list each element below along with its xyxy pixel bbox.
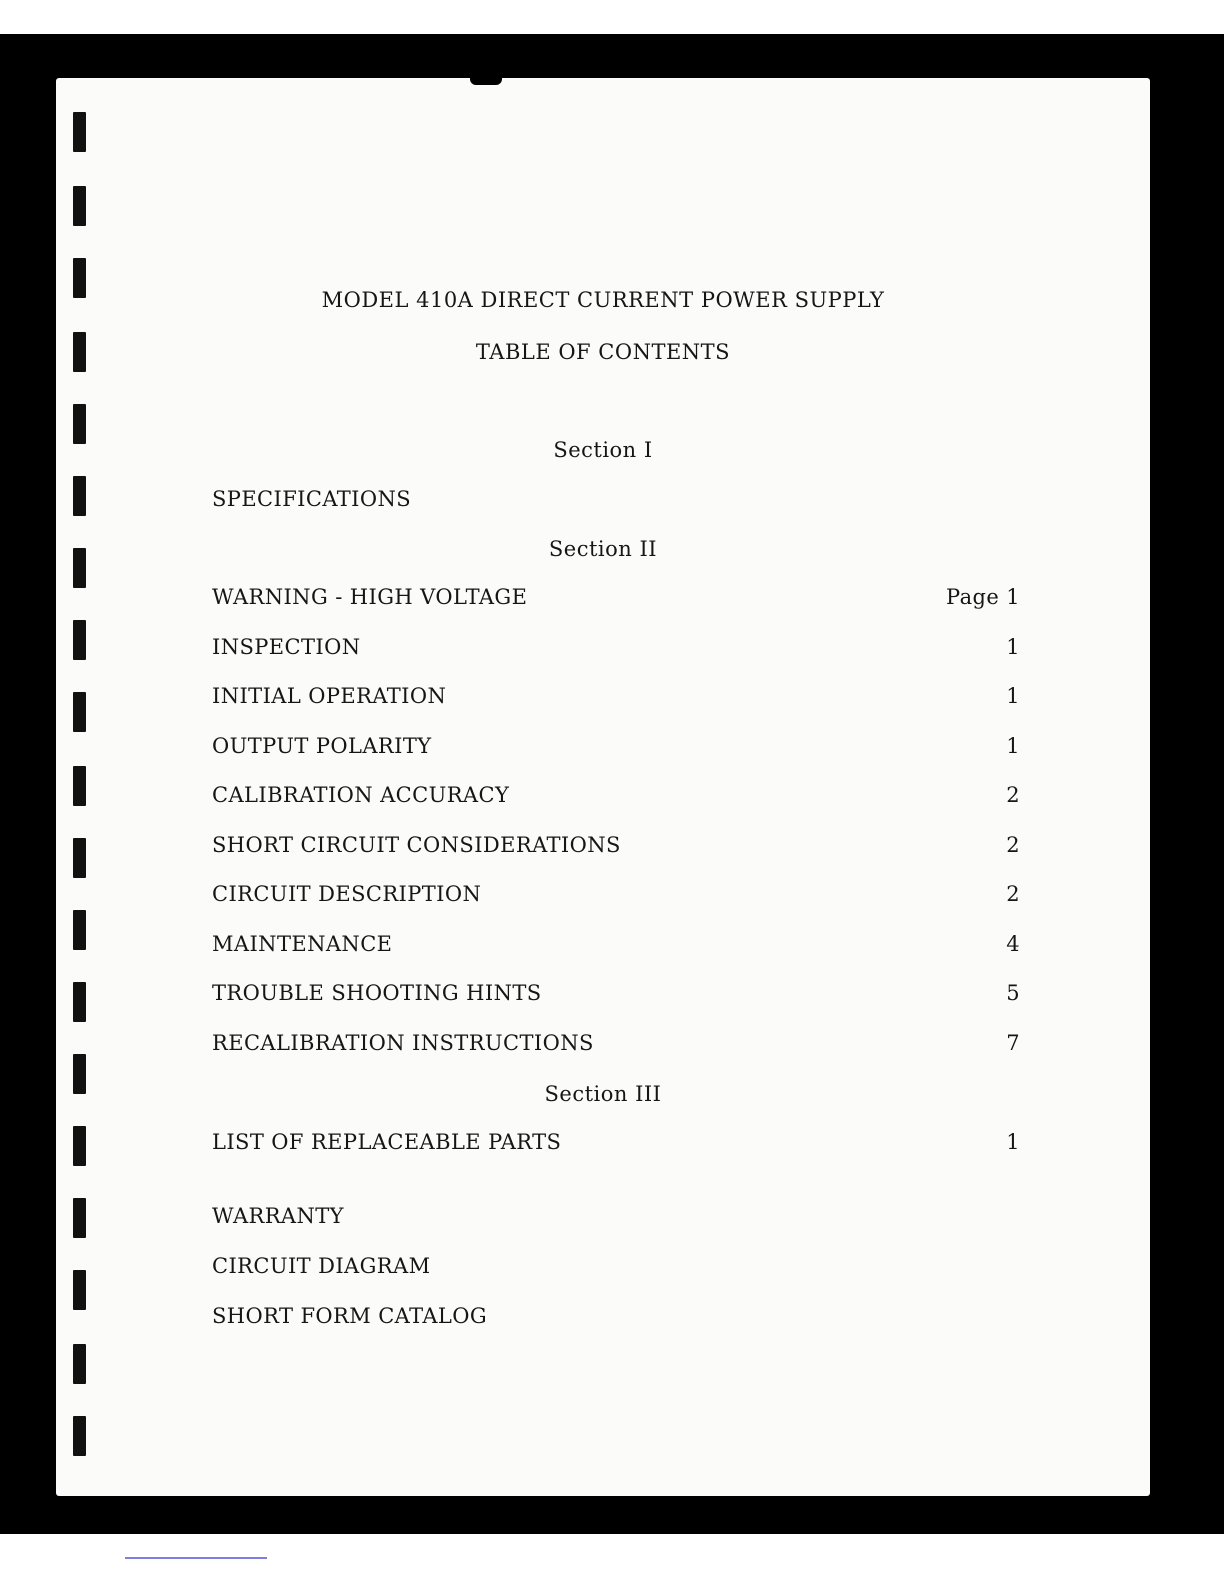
toc-entry	[212, 1130, 1020, 1160]
binding-hole	[73, 1344, 86, 1384]
section-heading: Section II	[548, 537, 658, 561]
binding-hole	[73, 620, 86, 660]
binding-hole	[73, 1198, 86, 1238]
toc-entry-page: 7	[1006, 1031, 1020, 1055]
toc-entry	[212, 734, 1020, 764]
toc-entry-page: 2	[1006, 833, 1020, 857]
binding-hole	[73, 910, 86, 950]
toc-entry	[212, 1031, 1020, 1061]
toc-entry-page: 2	[1006, 882, 1020, 906]
page-top-notch	[470, 78, 502, 85]
footer-rule	[125, 1557, 267, 1559]
toc-entry-label: OUTPUT POLARITY	[212, 734, 440, 758]
appendix-warranty: WARRANTY	[212, 1204, 344, 1228]
toc-entry	[212, 635, 1020, 665]
binding-hole	[73, 112, 86, 152]
binding-hole	[73, 476, 86, 516]
toc-entry-label: INSPECTION	[212, 635, 370, 659]
appendix-short-form-catalog: SHORT FORM CATALOG	[212, 1304, 488, 1328]
toc-entry	[212, 783, 1020, 813]
toc-entry-label: TROUBLE SHOOTING HINTS	[212, 981, 546, 1005]
toc-entry-page: 1	[1006, 684, 1020, 708]
binding-hole	[73, 186, 86, 226]
toc-entry	[212, 585, 1020, 615]
binding-hole	[73, 1126, 86, 1166]
toc-entry-label: SHORT CIRCUIT CONSIDERATIONS	[212, 833, 627, 857]
toc-entry-page: Page 1	[945, 585, 1020, 609]
toc-entry	[212, 932, 1020, 962]
binding-hole	[73, 982, 86, 1022]
toc-entry-specifications: SPECIFICATIONS	[212, 487, 412, 511]
toc-entry-page: 4	[1006, 932, 1020, 956]
toc-entry-page: 1	[1006, 635, 1020, 659]
document-subtitle: TABLE OF CONTENTS	[475, 340, 731, 364]
binding-hole	[73, 766, 86, 806]
document-page	[56, 78, 1150, 1496]
toc-entry-page: 1	[1006, 734, 1020, 758]
toc-entry	[212, 684, 1020, 714]
toc-entry-label: CIRCUIT DESCRIPTION	[212, 882, 491, 906]
toc-entry-label: INITIAL OPERATION	[212, 684, 450, 708]
binding-hole	[73, 1416, 86, 1456]
toc-entry	[212, 833, 1020, 863]
toc-entry-page: 2	[1006, 783, 1020, 807]
toc-entry-page: 1	[1006, 1130, 1020, 1154]
toc-entry-page: 5	[1006, 981, 1020, 1005]
binding-hole	[73, 838, 86, 878]
section-heading: Section III	[544, 1082, 662, 1106]
toc-entry-label: RECALIBRATION INSTRUCTIONS	[212, 1031, 600, 1055]
toc-entry	[212, 981, 1020, 1011]
section-heading: Section I	[553, 438, 653, 462]
toc-entry-label: MAINTENANCE	[212, 932, 396, 956]
toc-entry-label: WARNING - HIGH VOLTAGE	[212, 585, 531, 609]
document-title: MODEL 410A DIRECT CURRENT POWER SUPPLY	[321, 288, 885, 312]
toc-entry-label: LIST OF REPLACEABLE PARTS	[212, 1130, 571, 1154]
toc-entry	[212, 882, 1020, 912]
appendix-circuit-diagram: CIRCUIT DIAGRAM	[212, 1254, 431, 1278]
toc-entry-label: CALIBRATION ACCURACY	[212, 783, 513, 807]
binding-hole	[73, 1270, 86, 1310]
binding-hole	[73, 692, 86, 732]
